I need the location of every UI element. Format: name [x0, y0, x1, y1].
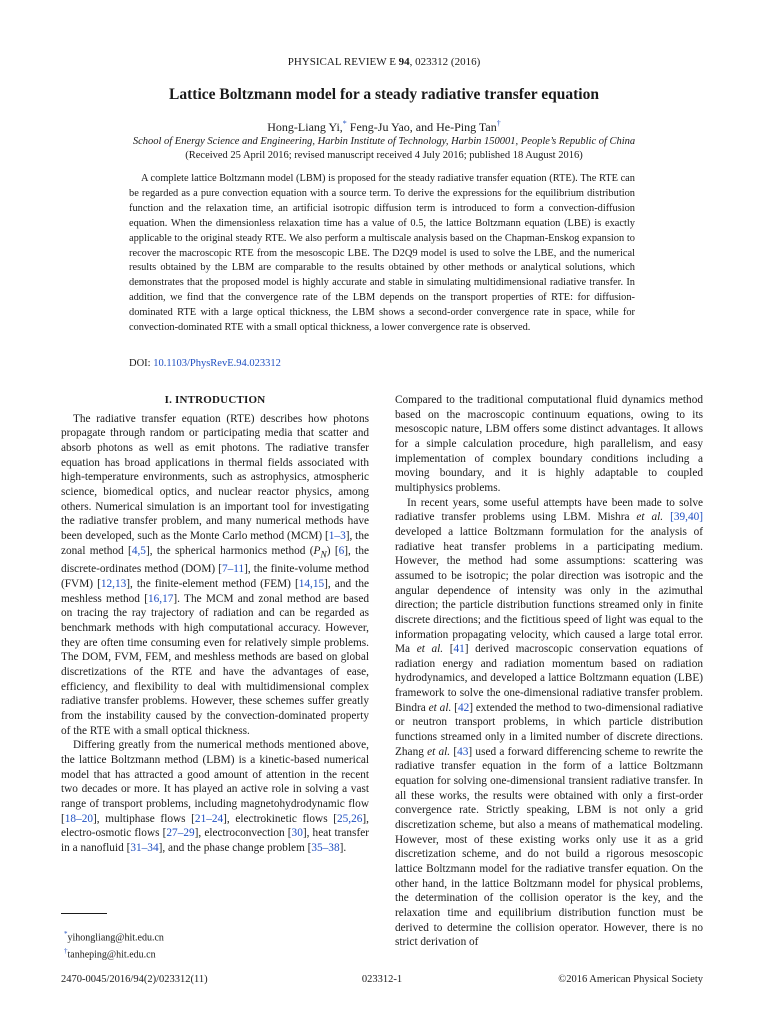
- author-1: Hong-Liang Yi,: [267, 120, 343, 134]
- text-run: In recent years, some useful attempts have been made to solve radiative transfer problems using LBM. Mishra: [395, 496, 703, 524]
- text-run: ] extended the method to two-dimensional radiative or neutron transport problems, in which particle distribution functions streamed only in a limited number of discrete directions. Zhang: [395, 701, 704, 758]
- section-heading-introduction: I. INTRODUCTION: [164, 394, 266, 406]
- citation-link[interactable]: 43: [457, 745, 469, 758]
- paper-title: Lattice Boltzmann model for a steady radiative transfer equation: [169, 86, 599, 103]
- doi-label: DOI:: [129, 358, 154, 369]
- text-run: ) [: [326, 544, 339, 557]
- text-run: ] used a forward differencing scheme to rewrite the radiative transfer equation in the form of a lattice Boltzmann equation for solving one-dimensional transient radiative transfer. In all these works, the results were obtained with only a first-order convergence rate. Strictly speaking, LBM is not only a grid discretization scheme, but also a means of mathematical modeling. However, most of these existing works only use it as a grid discretization scheme, and do not build a rigorous mesoscopic lattice Boltzmann model for the radiative transfer equation. On the other hand, in the lattice Boltzmann model for physical problems, the determination of the collision operator is the key, and the relaxation time and equilibrium distribution function must be derived to determine the collision operator. However, there is no strict derivation of: [395, 745, 704, 949]
- citation-link[interactable]: 30: [291, 827, 303, 840]
- doi-line: [129, 358, 281, 369]
- citation-link[interactable]: 21–24: [194, 812, 224, 825]
- pn-symbol: P: [313, 544, 321, 557]
- citation-link[interactable]: 35–38: [311, 841, 340, 854]
- citation-link[interactable]: 25,26: [336, 812, 363, 825]
- citation-link[interactable]: 4,5: [131, 544, 146, 557]
- footnotes: [64, 928, 164, 962]
- doi-link[interactable]: 10.1103/PhysRevE.94.023312: [153, 358, 281, 369]
- text-run: ] derived macroscopic conservation equations of radiation energy and radiation momentum based on radiation hydrodynamics, and developed a lattice Boltzmann equation (LBE) framework to solve the one-dimensional radiative transfer problem. Bindra: [395, 643, 703, 714]
- intro-paragraph-1: [61, 412, 369, 739]
- journal-header: [0, 56, 768, 68]
- footer-issn: 2470-0045/2016/94(2)/023312(11): [61, 974, 208, 985]
- text-run: ], the finite-element method (FEM) [: [126, 578, 299, 591]
- footnote-1: [64, 928, 164, 945]
- citation-link[interactable]: 42: [457, 701, 470, 714]
- et-al: et al.: [427, 745, 451, 758]
- citation-link[interactable]: 27–29: [166, 827, 195, 840]
- intro-paragraph-3: Compared to the traditional computational fluid dynamics method based on the macroscopic continuum equations, owing to its mesoscopic nature, LBM offers some distinct advantages. It allows for a simple calculation procedure, high parallelism, and easy implementation of complex boundary conditions including a moving boundary, and it is highly adaptable to coupled multiphysics problems.: [395, 394, 703, 494]
- citation-link[interactable]: 41: [453, 643, 465, 656]
- text-run: ], and the meshless method [: [61, 578, 369, 605]
- text-run: ].: [339, 841, 347, 854]
- text-run: ], the finite-volume method (FVM) [: [61, 563, 369, 591]
- citation-link[interactable]: 16,17: [147, 592, 174, 605]
- intro-paragraph-4: In recent years, some useful attempts have been made to solve radiative transfer problems using LBM. Mishra et al. [39,40] developed a lattice Boltzmann formulation for the analysis of radiative heat transfer problems in a participating medium. However, the method had some assumptions: scattering was assumed to be isotropic; the polar direction was isotropic and the angular dependence of intensity was only in the azimuthal direction; the particle distribution functions streamed only in finite discrete directions; and the fictitious speed of light was equal to the information propagating velocity, which caused a large total error. Ma et al. [41] derived macroscopic conservation equations of radiation energy and radiation momentum based on radiation hydrodynamics, and developed a lattice Boltzmann equation (LBE) framework to solve the one-dimensional radiative transfer problem. Bindra et al. [42] extended the method to two-dimensional radiative or neutron transport problems, in which particle distribution functions streamed only in a limited number of discrete directions. Zhang et al. [43] used a forward differencing scheme to rewrite the radiative transfer equation in the form of a lattice Boltzmann equation for solving one-dimensional transient radiative transfer. In all these works, the results were obtained with only a first-order convergence rate. Strictly speaking, LBM is not only a grid discretization scheme, but also a means of mathematical modeling. However, most of these existing works only use it as a grid discretization scheme, and do not build a rigorous mesoscopic lattice Boltzmann model for the radiative transfer equation. On the other hand, in the lattice Boltzmann model for physical problems, the determination of the collision operator is the key, and the relaxation time and equilibrium distribution function must be derived to determine the collision operator. However, there is no strict derivation of: [395, 496, 704, 949]
- text-run: developed a lattice Boltzmann formulation for the analysis of radiative heat transfer problems in a participating medium. However, the method had some assumptions: scattering was assumed to be isotropic; the polar direction was isotropic and the angular dependence of intensity was only in the azimuthal direction; the particle distribution functions streamed only in finite discrete directions; and the fictitious speed of light was equal to the information propagating velocity, which caused a large total error. Ma: [395, 525, 703, 656]
- text-run: The radiative transfer equation (RTE) describes how photons propagate through random or participating media that scatter and absorb photons as well as emit photons. The radiative transfer equation has broad applications in thermal fields associated with high-temperature environments, such as astrophysics, atmospheric science, biomedical optics, and nuclear reactor physics, among others. Numerical simulation is an important tool for investigating the radiative transfer problem, and many numerical methods have been developed, such as the Monte Carlo method (MCM) [: [61, 412, 369, 542]
- abstract: A complete lattice Boltzmann model (LBM) is proposed for the steady radiative transfer equation (RTE). The RTE can be regarded as a pure convection equation with a source term. To derive the expressions for the equilibrium distribution function and the relaxation time, an artificial isotropic diffusion term is introduced to form a convection-diffusion equation. When the dimensionless relaxation time has a value of 0.5, the lattice Boltzmann equation (LBE) is exactly applicable to the original steady RTE. We also perform a multiscale analysis based on the Chapman-Enskog expansion to recover the macroscopic RTE from the mesoscopic LBE. The D2Q9 model is used to solve the LBE, and the numerical results obtained by the LBM are comparable to the results obtained by other methods or analytical solutions, which demonstrates that the proposed model is highly accurate and stable in simulating multidimensional radiative transfer. In addition, we find that the convergence rate of the LBM depends on the transport properties of RTE: for diffusion-dominated RTE with a large optical thickness, the LBM shows a second-order convergence rate in space, while for convection-dominated RTE with a small optical thickness, a lower convergence rate is observed.: [129, 173, 635, 334]
- citation-link[interactable]: [39,40]: [670, 511, 704, 524]
- citation-link[interactable]: 6: [338, 544, 345, 557]
- text-run: ], multiphase flows [: [93, 812, 195, 825]
- citation-link[interactable]: 14,15: [298, 578, 325, 591]
- text-run: ], the spherical harmonics method (: [145, 544, 314, 557]
- citation-link[interactable]: 18–20: [64, 812, 94, 825]
- right-column: [395, 393, 703, 950]
- author-3-footnote-link[interactable]: †: [496, 119, 501, 128]
- intro-paragraph-2: [61, 738, 369, 855]
- author-2-and-3: Feng-Ju Yao, and He-Ping Tan: [346, 120, 497, 134]
- footnote-2-mark: †: [64, 946, 68, 955]
- left-column: [61, 393, 369, 856]
- journal-issue-info: , 023312 (2016): [409, 56, 481, 68]
- journal-name: PHYSICAL REVIEW E: [287, 56, 396, 68]
- footnote-1-email[interactable]: yihongliang@hit.edu.cn: [67, 932, 164, 944]
- author-1-footnote-link[interactable]: *: [342, 119, 347, 128]
- citation-link[interactable]: 1–3: [328, 529, 346, 542]
- pn-subscript: N: [320, 549, 327, 560]
- text-run: ], heat transfer in a nanofluid [: [61, 827, 369, 854]
- et-al: et al.: [416, 643, 444, 656]
- text-run: ], the discrete-ordinates method (DOM) [: [61, 544, 369, 576]
- text-run: ], the zonal method [: [61, 529, 369, 557]
- footer-page-number: 023312-1: [361, 974, 403, 985]
- footnote-rule: [61, 913, 107, 914]
- text-run: ], electro-osmotic flows [: [61, 812, 369, 840]
- citation-link[interactable]: 7–11: [221, 563, 245, 576]
- text-run: Differing greatly from the numerical methods mentioned above, the lattice Boltzmann method (LBM) is a kinetic-based numerical model that has attracted a good amount of attention in the recent two decades or more. It has played an active role in solving a vast range of transport problems, including magnetohydrodynamic flow [: [61, 739, 369, 825]
- footer-copyright: ©2016 American Physical Society: [558, 974, 703, 985]
- et-al: et al.: [428, 701, 452, 714]
- footnote-1-mark: *: [64, 930, 68, 938]
- text-run: ], electroconvection [: [194, 827, 292, 840]
- journal-volume: 94: [398, 56, 410, 68]
- citation-link[interactable]: 12,13: [100, 578, 127, 591]
- affiliation: School of Energy Science and Engineering, Harbin Institute of Technology, Harbin 150001, People’s Republic of China: [132, 136, 636, 147]
- text-run: ], electrokinetic flows [: [223, 812, 337, 825]
- et-al: et al.: [636, 511, 664, 524]
- author-list: [0, 119, 768, 135]
- text-run: ]. The MCM and zonal method are based on tracing the ray trajectory of radiation and can be regarded as benchmark methods with high computational accuracy. However, they are often time consuming even for relatively simple problems. The DOM, FVM, FEM, and meshless methods are based on global discretizations of the RTE and have the advantages of ease, efficiency, and flexibility to deal with multidimensional complex radiative transfer problems. However, these schemes suffer greatly from the instability caused by the convection-dominated property of the RTE with a small optical thickness.: [61, 592, 369, 737]
- footnote-2: [64, 945, 164, 962]
- footnote-2-email[interactable]: tanheping@hit.edu.cn: [67, 949, 156, 961]
- text-run: ], and the phase change problem [: [158, 841, 312, 854]
- publication-dates: (Received 25 April 2016; revised manuscript received 4 July 2016; published 18 August 2016): [185, 150, 583, 161]
- citation-link[interactable]: 31–34: [130, 841, 159, 854]
